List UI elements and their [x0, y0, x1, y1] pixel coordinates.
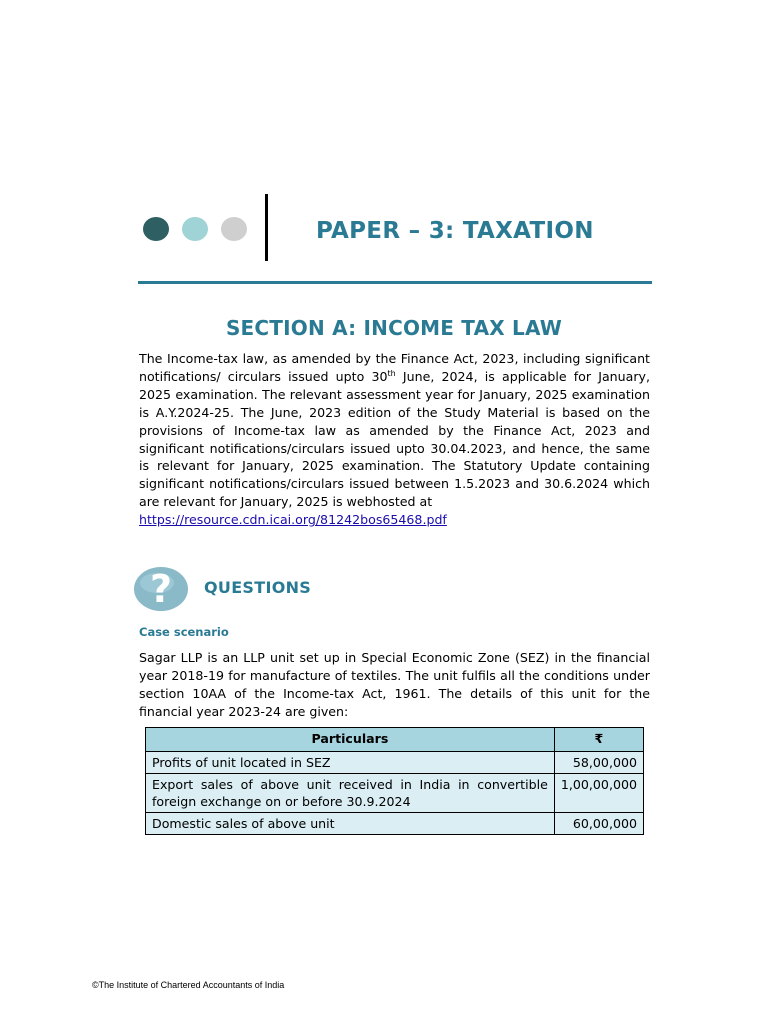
particular-cell: Domestic sales of above unit	[146, 813, 555, 835]
header-divider	[265, 194, 268, 261]
decorative-dot-light	[182, 217, 208, 241]
case-scenario-text: Sagar LLP is an LLP unit set up in Special Economic Zone (SEZ) in the financial year 2018-19 for manufacture of textiles. The unit fulfils all the conditions under section 10AA of the Income-tax Act, 1961. The details of this unit for the financial year 2023-24 are given:	[139, 650, 650, 719]
table-row	[146, 752, 644, 774]
table-row	[146, 813, 644, 835]
particulars-header: Particulars	[146, 728, 555, 752]
question-icon	[133, 566, 189, 612]
particular-cell: Export sales of above unit received in India in convertible foreign exchange on or before 30.9.2024	[146, 774, 555, 813]
intro-text-1: The Income-tax law, as amended by the Finance Act, 2023, including significant notifications/ circulars issued upto 30	[139, 351, 650, 384]
decorative-dot-dark	[143, 217, 169, 241]
case-scenario-label: Case scenario	[139, 625, 229, 639]
decorative-dot-grey	[221, 217, 247, 241]
particulars-table	[145, 727, 644, 835]
particular-cell: Profits of unit located in SEZ	[146, 752, 555, 774]
section-title: SECTION A: INCOME TAX LAW	[225, 316, 563, 340]
header-rule	[138, 281, 652, 284]
paper-title: PAPER – 3: TAXATION	[316, 218, 594, 244]
intro-text-2: June, 2024, is applicable for January, 2025 examination. The relevant assessment year for January, 2025 examination is A.Y.2024-25. The June, 2023 edition of the Study Material is based on the provisions of Income-tax law as amended by the Finance Act, 2023 and significant notifications/circulars issued upto 30.04.2023, and hence, the same is relevant for January, 2025 examination. The Statutory Update containing significant notifications/circulars issued between 1.5.2023 and 30.6.2024 which are relevant for January, 2025 is webhosted at	[139, 368, 650, 510]
amount-cell: 1,00,00,000	[554, 774, 643, 813]
amount-cell: 58,00,000	[554, 752, 643, 774]
amount-header: ₹	[554, 728, 643, 752]
table-row	[146, 774, 644, 813]
table-header-row	[146, 728, 644, 752]
statutory-update-link[interactable]: https://resource.cdn.icai.org/81242bos65468.pdf	[139, 512, 447, 528]
question-icon-glyph: ?	[149, 567, 173, 611]
intro-paragraph	[139, 350, 650, 529]
questions-heading: QUESTIONS	[204, 578, 312, 597]
amount-cell: 60,00,000	[554, 813, 643, 835]
intro-superscript: th	[387, 368, 396, 378]
footer-copyright: ©The Institute of Chartered Accountants of India	[92, 980, 285, 990]
